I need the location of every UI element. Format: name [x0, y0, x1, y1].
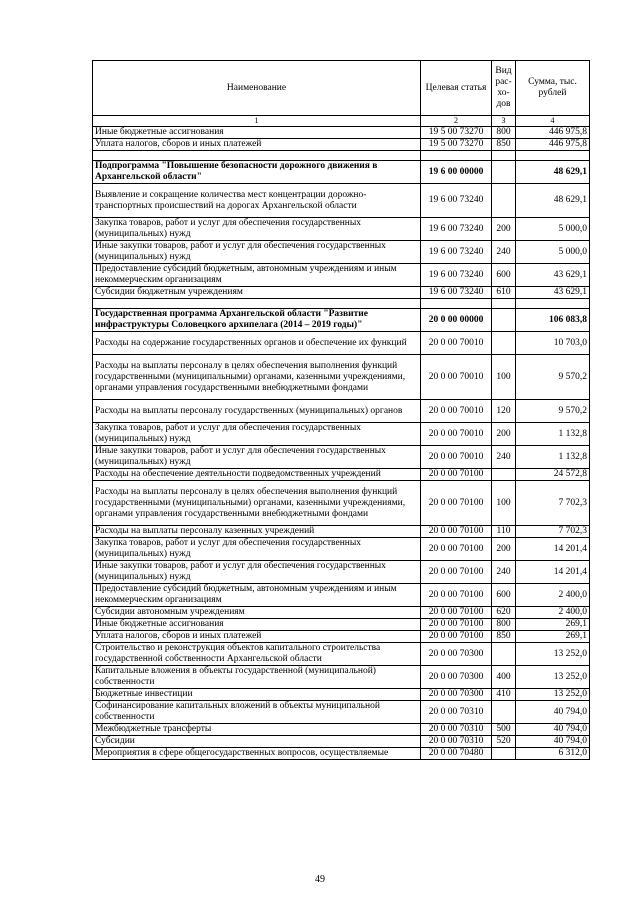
expense-type-cell: 500	[492, 724, 516, 736]
name-cell: Закупка товаров, работ и услуг для обеспечения государственных (муниципальных) нужд	[93, 423, 421, 446]
target-article-cell: 20 0 00 70300	[421, 689, 492, 701]
name-cell: Уплата налогов, сборов и иных платежей	[93, 631, 421, 643]
name-cell: Субсидии автономным учреждениям	[93, 607, 421, 619]
target-article-cell: 19 6 00 00000	[421, 161, 492, 184]
table-row	[93, 666, 590, 689]
target-article-cell: 20 0 00 70010	[421, 355, 492, 400]
spacer-cell	[421, 299, 492, 309]
table-row	[93, 469, 590, 481]
expense-type-cell	[492, 184, 516, 218]
table-row	[93, 619, 590, 631]
table-row	[93, 584, 590, 607]
sum-cell: 1 132,8	[516, 446, 590, 469]
name-cell: Расходы на содержание государственных органов и обеспечение их функций	[93, 332, 421, 355]
expense-type-cell: 240	[492, 446, 516, 469]
spacer-cell	[516, 299, 590, 309]
table-row	[93, 127, 590, 139]
table-row	[93, 526, 590, 538]
sum-cell: 9 570,2	[516, 355, 590, 400]
table-row	[93, 423, 590, 446]
header-target-article: Целевая статья	[421, 61, 492, 116]
table-row	[93, 643, 590, 666]
name-cell: Расходы на выплаты персоналу в целях обеспечения выполнения функций государственными (муниципальными) органами, казенными учреждениями, органами управления государственными внебюджетными фондами	[93, 481, 421, 526]
expense-type-cell: 520	[492, 736, 516, 748]
sum-cell: 13 252,0	[516, 689, 590, 701]
target-article-cell: 19 6 00 73240	[421, 218, 492, 241]
target-article-cell: 20 0 00 70100	[421, 538, 492, 561]
name-cell: Закупка товаров, работ и услуг для обеспечения государственных (муниципальных) нужд	[93, 538, 421, 561]
table-row	[93, 400, 590, 423]
sum-cell: 6 312,0	[516, 748, 590, 760]
target-article-cell: 20 0 00 70100	[421, 631, 492, 643]
expense-type-cell	[492, 309, 516, 332]
sum-cell: 5 000,0	[516, 241, 590, 264]
header-sum: Сумма, тыс. рублей	[516, 61, 590, 116]
sum-cell: 48 629,1	[516, 161, 590, 184]
target-article-cell: 20 0 00 70310	[421, 701, 492, 724]
expense-type-cell: 100	[492, 355, 516, 400]
expense-type-cell	[492, 332, 516, 355]
name-cell: Иные бюджетные ассигнования	[93, 619, 421, 631]
expense-type-cell: 100	[492, 481, 516, 526]
expense-type-cell: 800	[492, 127, 516, 139]
target-article-cell: 20 0 00 70480	[421, 748, 492, 760]
expense-type-cell: 610	[492, 287, 516, 299]
sum-cell: 5 000,0	[516, 218, 590, 241]
sum-cell: 7 702,3	[516, 526, 590, 538]
sum-cell: 40 794,0	[516, 724, 590, 736]
expense-type-cell	[492, 748, 516, 760]
sum-cell: 446 975,8	[516, 139, 590, 151]
expense-type-cell	[492, 643, 516, 666]
name-cell: Закупка товаров, работ и услуг для обеспечения государственных (муниципальных) нужд	[93, 218, 421, 241]
target-article-cell: 19 5 00 73270	[421, 127, 492, 139]
sum-cell: 9 570,2	[516, 400, 590, 423]
budget-table	[92, 60, 590, 760]
name-cell: Субсидии	[93, 736, 421, 748]
expense-type-cell: 410	[492, 689, 516, 701]
sum-cell: 7 702,3	[516, 481, 590, 526]
target-article-cell: 20 0 00 70310	[421, 736, 492, 748]
expense-type-cell	[492, 701, 516, 724]
expense-type-cell: 850	[492, 631, 516, 643]
target-article-cell: 20 0 00 70100	[421, 526, 492, 538]
target-article-cell: 20 0 00 70310	[421, 724, 492, 736]
name-cell: Расходы на обеспечение деятельности подведомственных учреждений	[93, 469, 421, 481]
table-row	[93, 139, 590, 151]
sum-cell: 48 629,1	[516, 184, 590, 218]
expense-type-cell	[492, 469, 516, 481]
expense-type-cell: 110	[492, 526, 516, 538]
expense-type-cell: 850	[492, 139, 516, 151]
target-article-cell: 20 0 00 70300	[421, 666, 492, 689]
spacer-cell	[421, 151, 492, 161]
name-cell: Подпрограмма "Повышение безопасности дорожного движения в Архангельской области"	[93, 161, 421, 184]
table-row	[93, 446, 590, 469]
name-cell: Строительство и реконструкция объектов капитального строительства государственной собственности Архангельской области	[93, 643, 421, 666]
name-cell: Предоставление субсидий бюджетным, автономным учреждениям и иным некоммерческим организациям	[93, 264, 421, 287]
sum-cell: 14 201,4	[516, 538, 590, 561]
table-row	[93, 748, 590, 760]
target-article-cell: 20 0 00 70100	[421, 561, 492, 584]
spacer-row	[93, 299, 590, 309]
name-cell: Уплата налогов, сборов и иных платежей	[93, 139, 421, 151]
target-article-cell: 20 0 00 70100	[421, 481, 492, 526]
table-row	[93, 241, 590, 264]
expense-type-cell: 600	[492, 584, 516, 607]
target-article-cell: 20 0 00 70010	[421, 332, 492, 355]
sum-cell: 40 794,0	[516, 701, 590, 724]
name-cell: Государственная программа Архангельской области "Развитие инфраструктуры Соловецкого архипелага (2014 – 2019 годы)"	[93, 309, 421, 332]
name-cell: Иные закупки товаров, работ и услуг для обеспечения государственных (муниципальных) нужд	[93, 561, 421, 584]
table-row	[93, 355, 590, 400]
target-article-cell: 20 0 00 70100	[421, 469, 492, 481]
spacer-cell	[492, 151, 516, 161]
expense-type-cell: 240	[492, 241, 516, 264]
sum-cell: 43 629,1	[516, 287, 590, 299]
name-cell: Бюджетные инвестиции	[93, 689, 421, 701]
target-article-cell: 19 6 00 73240	[421, 184, 492, 218]
name-cell: Выявление и сокращение количества мест концентрации дорожно-транспортных происшествий на дорогах Архангельской области	[93, 184, 421, 218]
expense-type-cell: 400	[492, 666, 516, 689]
program-row	[93, 161, 590, 184]
expense-type-cell: 200	[492, 423, 516, 446]
table-row	[93, 561, 590, 584]
table-row	[93, 264, 590, 287]
table-row	[93, 736, 590, 748]
table-row	[93, 218, 590, 241]
expense-type-cell: 200	[492, 218, 516, 241]
spacer-cell	[516, 151, 590, 161]
sum-cell: 446 975,8	[516, 127, 590, 139]
table-row	[93, 481, 590, 526]
name-cell: Софинансирование капитальных вложений в объекты муниципальной собственности	[93, 701, 421, 724]
sum-cell: 1 132,8	[516, 423, 590, 446]
expense-type-cell: 800	[492, 619, 516, 631]
expense-type-cell: 200	[492, 538, 516, 561]
target-article-cell: 20 0 00 70100	[421, 619, 492, 631]
table-body	[93, 127, 590, 760]
sum-cell: 10 703,0	[516, 332, 590, 355]
target-article-cell: 20 0 00 70010	[421, 400, 492, 423]
header-col-number-1: 1	[93, 116, 421, 127]
target-article-cell: 19 6 00 73240	[421, 287, 492, 299]
spacer-cell	[93, 299, 421, 309]
sum-cell: 24 572,8	[516, 469, 590, 481]
table-row	[93, 701, 590, 724]
header-name: Наименование	[93, 61, 421, 116]
header-col-number-4: 4	[516, 116, 590, 127]
target-article-cell: 20 0 00 70010	[421, 446, 492, 469]
sum-cell: 2 400,0	[516, 584, 590, 607]
target-article-cell: 19 5 00 73270	[421, 139, 492, 151]
sum-cell: 13 252,0	[516, 666, 590, 689]
target-article-cell: 19 6 00 73240	[421, 241, 492, 264]
expense-type-cell	[492, 161, 516, 184]
expense-type-cell: 120	[492, 400, 516, 423]
name-cell: Расходы на выплаты персоналу в целях обеспечения выполнения функций государственными (муниципальными) органами, казенными учреждениями, органами управления государственными внебюджетными фондами	[93, 355, 421, 400]
name-cell: Иные закупки товаров, работ и услуг для обеспечения государственных (муниципальных) нужд	[93, 241, 421, 264]
name-cell: Предоставление субсидий бюджетным, автономным учреждениям и иным некоммерческим организациям	[93, 584, 421, 607]
table-header	[93, 61, 590, 127]
sum-cell: 269,1	[516, 631, 590, 643]
header-col-number-3: 3	[492, 116, 516, 127]
table-row	[93, 332, 590, 355]
expense-type-cell: 600	[492, 264, 516, 287]
header-expense-type: Вид рас-хо-дов	[492, 61, 516, 116]
header-col-number-2: 2	[421, 116, 492, 127]
expense-type-cell: 240	[492, 561, 516, 584]
sum-cell: 14 201,4	[516, 561, 590, 584]
expense-type-cell: 620	[492, 607, 516, 619]
program-row	[93, 309, 590, 332]
name-cell: Расходы на выплаты персоналу казенных учреждений	[93, 526, 421, 538]
sum-cell: 43 629,1	[516, 264, 590, 287]
table-row	[93, 184, 590, 218]
name-cell: Иные закупки товаров, работ и услуг для обеспечения государственных (муниципальных) нужд	[93, 446, 421, 469]
table-row	[93, 538, 590, 561]
name-cell: Расходы на выплаты персоналу государственных (муниципальных) органов	[93, 400, 421, 423]
name-cell: Иные бюджетные ассигнования	[93, 127, 421, 139]
page-number: 49	[315, 874, 325, 885]
sum-cell: 2 400,0	[516, 607, 590, 619]
sum-cell: 40 794,0	[516, 736, 590, 748]
name-cell: Межбюджетные трансферты	[93, 724, 421, 736]
table-row	[93, 631, 590, 643]
sum-cell: 13 252,0	[516, 643, 590, 666]
target-article-cell: 20 0 00 70100	[421, 607, 492, 619]
target-article-cell: 20 0 00 00000	[421, 309, 492, 332]
table-row	[93, 287, 590, 299]
table-row	[93, 724, 590, 736]
target-article-cell: 20 0 00 70300	[421, 643, 492, 666]
sum-cell: 269,1	[516, 619, 590, 631]
table-row	[93, 689, 590, 701]
target-article-cell: 20 0 00 70100	[421, 584, 492, 607]
spacer-row	[93, 151, 590, 161]
sum-cell: 106 083,8	[516, 309, 590, 332]
spacer-cell	[492, 299, 516, 309]
name-cell: Капитальные вложения в объекты государственной (муниципальной) собственности	[93, 666, 421, 689]
name-cell: Субсидии бюджетным учреждениям	[93, 287, 421, 299]
target-article-cell: 19 6 00 73240	[421, 264, 492, 287]
name-cell: Мероприятия в сфере общегосударственных вопросов, осуществляемые	[93, 748, 421, 760]
target-article-cell: 20 0 00 70010	[421, 423, 492, 446]
spacer-cell	[93, 151, 421, 161]
table-row	[93, 607, 590, 619]
